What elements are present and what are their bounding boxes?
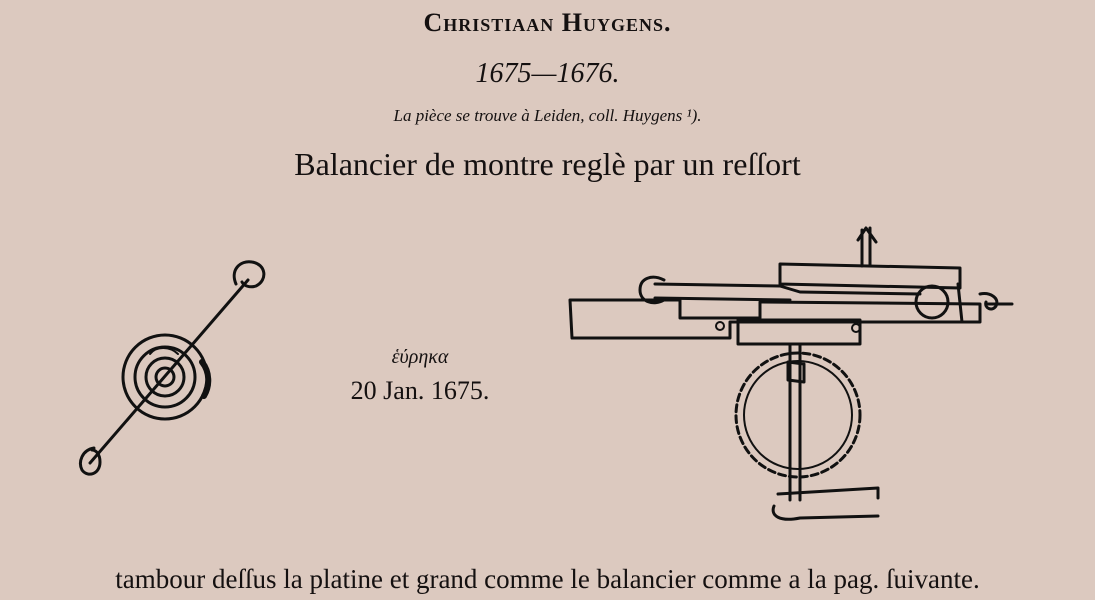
sketch-date: 20 Jan. 1675. [350, 376, 490, 405]
greek-word: ἑύρηκα [391, 346, 449, 368]
spiral-spring-sketch [70, 250, 290, 490]
caption-text: tambour deſſus la platine et grand comme le balancier comme a la pag. ſuivante. [115, 564, 980, 594]
page-title: Balancier de montre reglè par un reſſort [294, 146, 801, 182]
date-range: 1675—1676. [475, 58, 620, 89]
watch-mechanism-sketch [560, 222, 1030, 527]
source-note: La pièce se trouve à Leiden, coll. Huygens ¹). [393, 106, 702, 125]
author-heading: Christiaan Huygens. [423, 8, 672, 37]
